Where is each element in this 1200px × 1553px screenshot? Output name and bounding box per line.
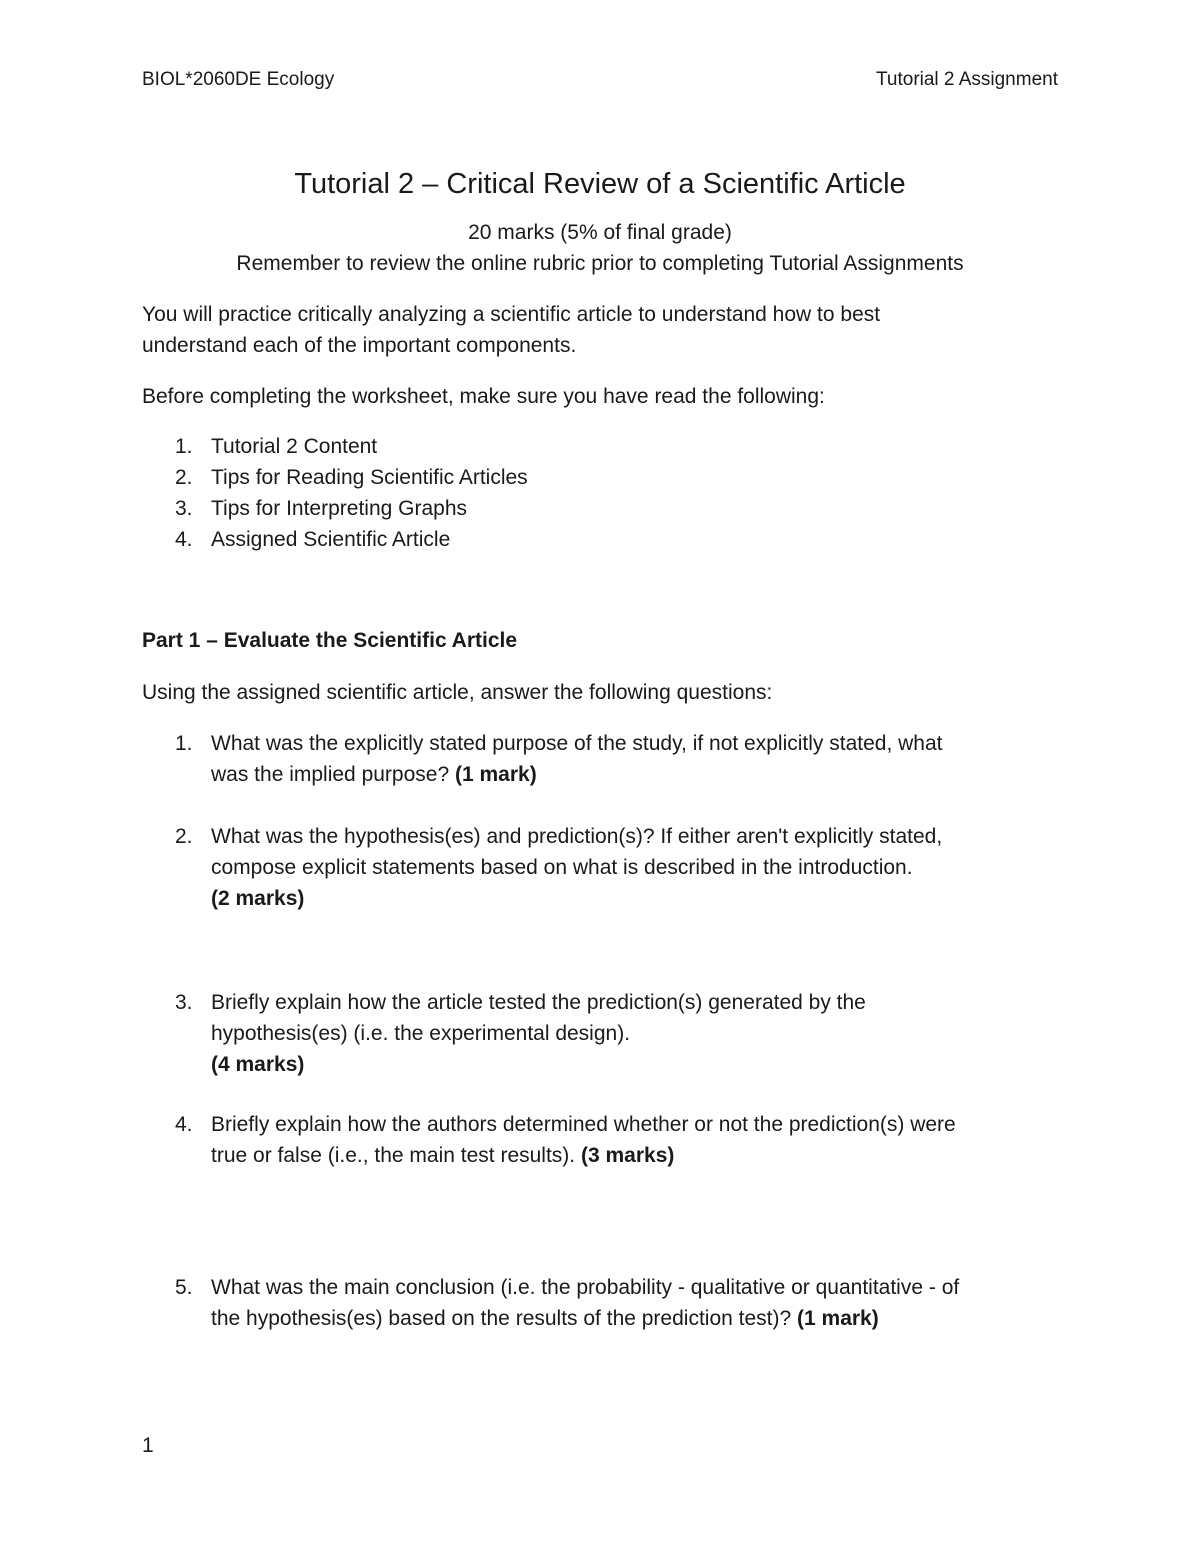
question-number: 3.	[175, 991, 193, 1014]
header-course: BIOL*2060DE Ecology	[142, 69, 335, 90]
question-line: What was the main conclusion (i.e. the probability - qualitative or quantitative - of	[211, 1276, 960, 1299]
question-marks: (1 mark)	[797, 1307, 879, 1330]
part1-instruction: Using the assigned scientific article, answer the following questions:	[142, 681, 773, 704]
list-number: 1.	[175, 435, 193, 458]
before-line: Before completing the worksheet, make sure you have read the following:	[142, 385, 825, 408]
question-text	[211, 821, 1061, 914]
question-line: What was the explicitly stated purpose of the study, if not explicitly stated, what	[211, 732, 943, 755]
list-text: Assigned Scientific Article	[211, 528, 451, 551]
header-assignment: Tutorial 2 Assignment	[876, 69, 1058, 90]
question-line: What was the hypothesis(es) and prediction(s)? If either aren't explicitly stated,	[211, 825, 943, 848]
question-number: 4.	[175, 1113, 193, 1136]
list-text: Tips for Reading Scientific Articles	[211, 466, 528, 489]
list-text: Tips for Interpreting Graphs	[211, 497, 467, 520]
document-title: Tutorial 2 – Critical Review of a Scientific Article	[294, 168, 906, 200]
page-number: 1	[142, 1434, 154, 1457]
rubric-reminder: Remember to review the online rubric prior to completing Tutorial Assignments	[236, 252, 964, 275]
question-line-text: was the implied purpose?	[211, 763, 450, 786]
intro-line-1: You will practice critically analyzing a scientific article to understand how to best	[142, 303, 881, 326]
question-marks: (1 mark)	[454, 763, 537, 786]
question-line: compose explicit statements based on what is described in the introduction.	[211, 856, 913, 879]
question-line-text: the hypothesis(es) based on the results of the prediction test)?	[211, 1307, 792, 1330]
question-line	[211, 759, 1061, 790]
question-line: Briefly explain how the authors determined whether or not the prediction(s) were	[211, 1113, 956, 1136]
intro-line-2: understand each of the important components.	[142, 334, 577, 357]
question-line-text: true or false (i.e., the main test results).	[211, 1144, 576, 1167]
part1-heading: Part 1 – Evaluate the Scientific Article	[142, 629, 518, 652]
question-line: hypothesis(es) (i.e. the experimental design).	[211, 1022, 631, 1045]
question-text	[211, 1272, 1061, 1334]
question-marks: (2 marks)	[211, 887, 305, 910]
intro-paragraph	[142, 299, 1058, 361]
question-line	[211, 1140, 1061, 1171]
list-number: 2.	[175, 466, 193, 489]
question-line: Briefly explain how the article tested the prediction(s) generated by the	[211, 991, 866, 1014]
question-number: 5.	[175, 1276, 193, 1299]
list-number: 4.	[175, 528, 193, 551]
question-marks: (3 marks)	[580, 1144, 675, 1167]
question-text	[211, 987, 1061, 1080]
question-number: 1.	[175, 732, 193, 755]
question-text	[211, 1109, 1061, 1171]
list-text: Tutorial 2 Content	[211, 435, 378, 458]
list-number: 3.	[175, 497, 193, 520]
question-text	[211, 728, 1061, 790]
question-marks: (4 marks)	[211, 1053, 305, 1076]
marks-line: 20 marks (5% of final grade)	[468, 221, 732, 244]
question-number: 2.	[175, 825, 193, 848]
question-line	[211, 1303, 1061, 1334]
